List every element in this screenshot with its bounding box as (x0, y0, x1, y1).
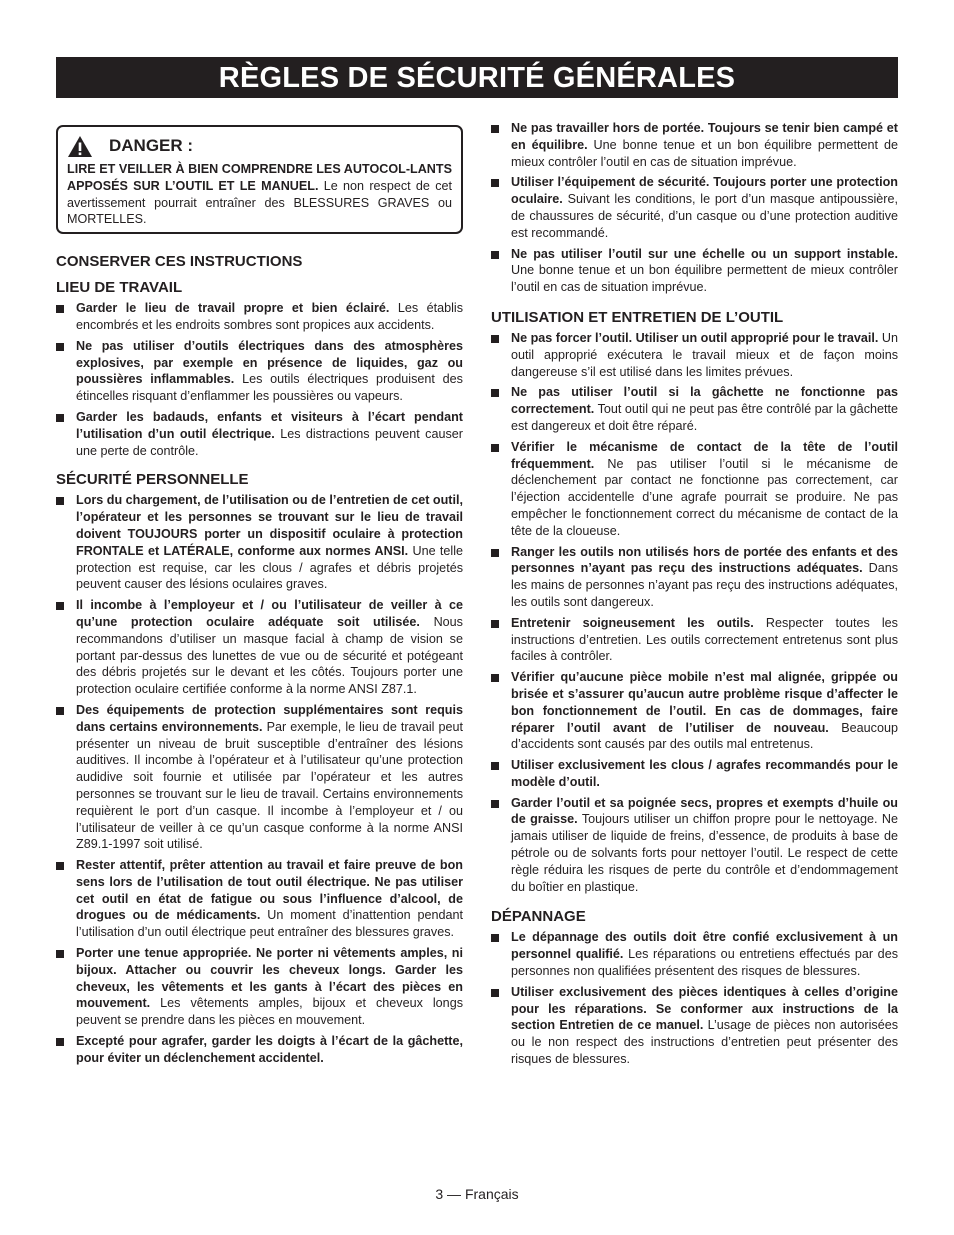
lieu-heading: LIEU DE TRAVAIL (56, 279, 183, 297)
danger-box (56, 125, 463, 234)
item-bold: Utiliser l’équipement de sécurité. Toujours porter une protection oculaire. (511, 175, 898, 207)
page-footer: 3 — Français (435, 1186, 519, 1202)
item-text: Suivant les conditions, le port d’un masque antipoussière, de chaussures de sécurité, d’un casque ou d’une protection auditive est recommandé. (511, 192, 898, 240)
danger-title: DANGER : (109, 135, 194, 155)
list-item (56, 857, 463, 941)
item-bold: Il incombe à l’employeur et / ou l’utilisateur de veiller à ce qu’une protection oculaire adéquate soit utilisée. (76, 598, 463, 629)
item-text: Ne pas utiliser l’outil si le mécanisme de déclenchement par contact ne fonctionne pas correctement, car l’éjection accidentelle d’une agrafe pourrait se produire. Ne pas empêcher le fonctionnement correct du mécanisme de contact de la tête de la cloueuse. (511, 456, 898, 538)
danger-header (67, 133, 452, 159)
warning-triangle-icon (67, 135, 93, 158)
item-bold: Vérifier qu’aucune pièce mobile n’est mal alignée, grippée ou brisée et s’assurer qu’aucun autre problème risque d’affecter le bon fonctionnement de l’outil. En cas de dommages, faire réparer l’outil avant de l’utiliser de nouveau. (511, 670, 898, 735)
list-item (491, 330, 898, 380)
securite-heading: SÉCURITÉ PERSONNELLE (56, 471, 249, 489)
item-bold: Entretenir soigneusement les outils. (511, 615, 754, 630)
item-text: Respecter toutes les instructions d’entretien. Les outils correctement entretenus sont plus faciles à contrôler. (511, 615, 898, 664)
danger-bold-text: LIRE ET VEILLER À BIEN COMPRENDRE LES AUTOCOL-LANTS APPOSÉS SUR L’OUTIL ET LE MANUEL. (67, 162, 452, 193)
conserver-heading: CONSERVER CES INSTRUCTIONS (56, 253, 303, 271)
list-item (56, 597, 463, 698)
list-item (56, 338, 463, 405)
item-bold: Le dépannage des outils doit être confié exclusivement à un personnel qualifié. (511, 930, 898, 962)
item-bold: Ne pas utiliser d’outils électriques dans des atmosphères explosives, par exemple en présence de liquides, gaz ou poussières inflammables. (76, 338, 463, 387)
list-item (56, 409, 463, 459)
list-item (491, 669, 898, 753)
list-item (491, 929, 898, 979)
left-column (56, 120, 463, 1071)
item-bold: Utiliser exclusivement des pièces identiques à celles d’origine pour les réparations. Se conformer aux instructions de la section Entretien de ce manuel. (511, 984, 898, 1033)
list-item (491, 544, 898, 611)
item-text: Nous recommandons d’utiliser un masque facial à champ de vision se portant par-dessus des lunettes de vue ou de sécurité et potégeant des débris projetés sur le devant et les côtés. Toujours porter une protection oculaire certifiée conforme à la norme ANSI Z87.1. (76, 614, 463, 697)
item-text: Les outils électriques produisent des étincelles risquant d’enflammer les poussières ou vapeurs. (76, 372, 463, 404)
item-bold: Utiliser exclusivement les clous / agrafes recommandés pour le modèle d’outil. (511, 758, 898, 789)
item-text: Par exemple, le lieu de travail peut présenter un niveau de bruit susceptible d’entraîner des lésions auditives. Il incombe à l’opérateur et à l’utilisateur qu’une protection audidive soit fournie et utilisée par l’opérateur et les autres personnes se trouvant sur le lieu de travail. Certains environnements requièrent le port d’un casque. Il incombe à l’employeur et / ou l’utilisateur de veiller à ce qu’un casque conforme à la norme ANSI Z89.1-1997 soit utilisé. (76, 719, 463, 852)
item-text: Les vêtements amples, bijoux et cheveux longs peuvent se prendre dans les pièces en mouvement. (76, 996, 463, 1028)
item-bold: Vérifier le mécanisme de contact de la tête de l’outil fréquemment. (511, 439, 898, 471)
utilisation-list (491, 330, 898, 896)
list-item (491, 984, 898, 1068)
item-bold: Ranger les outils non utilisés hors de portée des enfants et des personnes n’ayant pas reçu des instructions adéquates. (511, 544, 898, 576)
item-bold: Lors du chargement, de l’utilisation ou de l’entretien de cet outil, l’opérateur et les personnes se trouvant sur le lieu de travail doivent TOUJOURS porter un dispositif oculaire à protection FRONTALE et LATÉRALE, conforme aux normes ANSI. (76, 493, 463, 558)
item-text: Les distractions peuvent causer une perte de contrôle. (76, 426, 463, 458)
danger-text (67, 161, 452, 228)
page-title: RÈGLES DE SÉCURITÉ GÉNÉRALES (56, 57, 898, 98)
list-item (56, 492, 463, 593)
item-text: Tout outil qui ne peut pas être contrôlé par la gâchette est dangereux et doit être réparé. (511, 402, 898, 433)
danger-body-text: Le non respect de cet avertissement pourrait entraîner des BLESSURES GRAVES ou MORTELLES. (67, 178, 453, 227)
list-item (491, 246, 898, 296)
list-item (491, 384, 898, 434)
item-bold: Ne pas travailler hors de portée. Toujours se tenir bien campé et en équilibre. (511, 121, 898, 152)
depannage-heading: DÉPANNAGE (491, 908, 586, 926)
item-text: Une bonne tenue et un bon équilibre permettent de mieux contrôler l’outil en cas de situation imprévue. (511, 137, 898, 169)
item-bold: Ne pas utiliser l’outil si la gâchette ne fonctionne pas correctement. (511, 385, 898, 417)
list-item (56, 300, 463, 334)
item-bold: Garder l’outil et sa poignée secs, propres et exempts d’huile ou de graisse. (511, 795, 898, 827)
item-text: Un moment d’inattention pendant l’utilisation d’un outil électrique peut entraîner des blessures graves. (76, 908, 463, 940)
item-text: L’usage de pièces non autorisées ou le non respect des instructions d’entretien peut présenter des risques de blessures. (511, 1018, 898, 1067)
right-top-list (491, 120, 898, 296)
list-item (491, 757, 898, 791)
utilisation-heading: UTILISATION ET ENTRETIEN DE L’OUTIL (491, 308, 784, 326)
list-item (491, 615, 898, 665)
list-item (491, 439, 898, 540)
item-bold: Ne pas utiliser l’outil sur une échelle ou un support instable. (511, 246, 898, 261)
list-item (56, 1033, 463, 1067)
right-column (491, 120, 898, 1072)
item-text: Une telle protection est requise, car les clous / agrafes et débris projetés peuvent causer des lésions oculaires graves. (76, 543, 463, 592)
list-item (491, 120, 898, 170)
item-text: Un outil approprié exécutera le travail mieux et de façon moins dangereuse s’il est utilisé dans les limites prévues. (511, 330, 898, 379)
list-item (491, 795, 898, 896)
item-bold: Excepté pour agrafer, garder les doigts à l’écart de la gâchette, pour éviter un déclenchement accidentel. (76, 1034, 463, 1065)
item-bold: Garder le lieu de travail propre et bien éclairé. (76, 301, 390, 316)
list-item (56, 945, 463, 1029)
item-text: Les établis encombrés et les endroits sombres sont propices aux accidents. (76, 301, 463, 332)
item-text: Les réparations ou entretiens effectués par des personnes non qualifiées présentent des risques de blessures. (511, 947, 898, 979)
list-item (491, 174, 898, 241)
item-bold: Des équipements de protection supplémentaires sont requis dans certains environnements. (76, 702, 463, 734)
item-bold: Rester attentif, prêter attention au travail et faire preuve de bon sens lors de l’utilisation de tout outil électrique. Ne pas utiliser cet outil en état de fatigue ou sous l’influence d’alcool, de drogues ou de médicaments. (76, 858, 463, 923)
item-bold: Porter une tenue appropriée. Ne porter ni vêtements amples, ni bijoux. Attacher ou couvrir les cheveux longs. Garder les cheveux, les vêtements et les gants à l’écart des pièces en mouvement. (76, 946, 463, 1011)
depannage-list (491, 929, 898, 1067)
item-text: Toujours utiliser un chiffon propre pour le nettoyage. Ne jamais utiliser de liquide de freins, d’essence, de produits à base de pétrole ou de solvants forts pour nettoyer l’outil. Le respect de cette règle réduira les risques de perte du contrôle et d’endommagement du boîtier en plastique. (511, 812, 898, 894)
item-text: Dans les mains de personnes n’ayant pas reçu des instructions adéquates, les outils sont dangereux. (511, 561, 899, 609)
securite-list (56, 492, 463, 1066)
list-item (56, 702, 463, 853)
lieu-list (56, 300, 463, 459)
item-text: Une bonne tenue et un bon équilibre permettent de mieux contrôler l’outil en cas de situation imprévue. (511, 263, 898, 295)
item-bold: Garder les badauds, enfants et visiteurs à l’écart pendant l’utilisation d’un outil électrique. (76, 409, 463, 441)
item-bold: Ne pas forcer l’outil. Utiliser un outil approprié pour le travail. (511, 330, 879, 345)
item-text: Beaucoup d’accidents sont causés par des outils mal entretenus. (511, 720, 898, 752)
